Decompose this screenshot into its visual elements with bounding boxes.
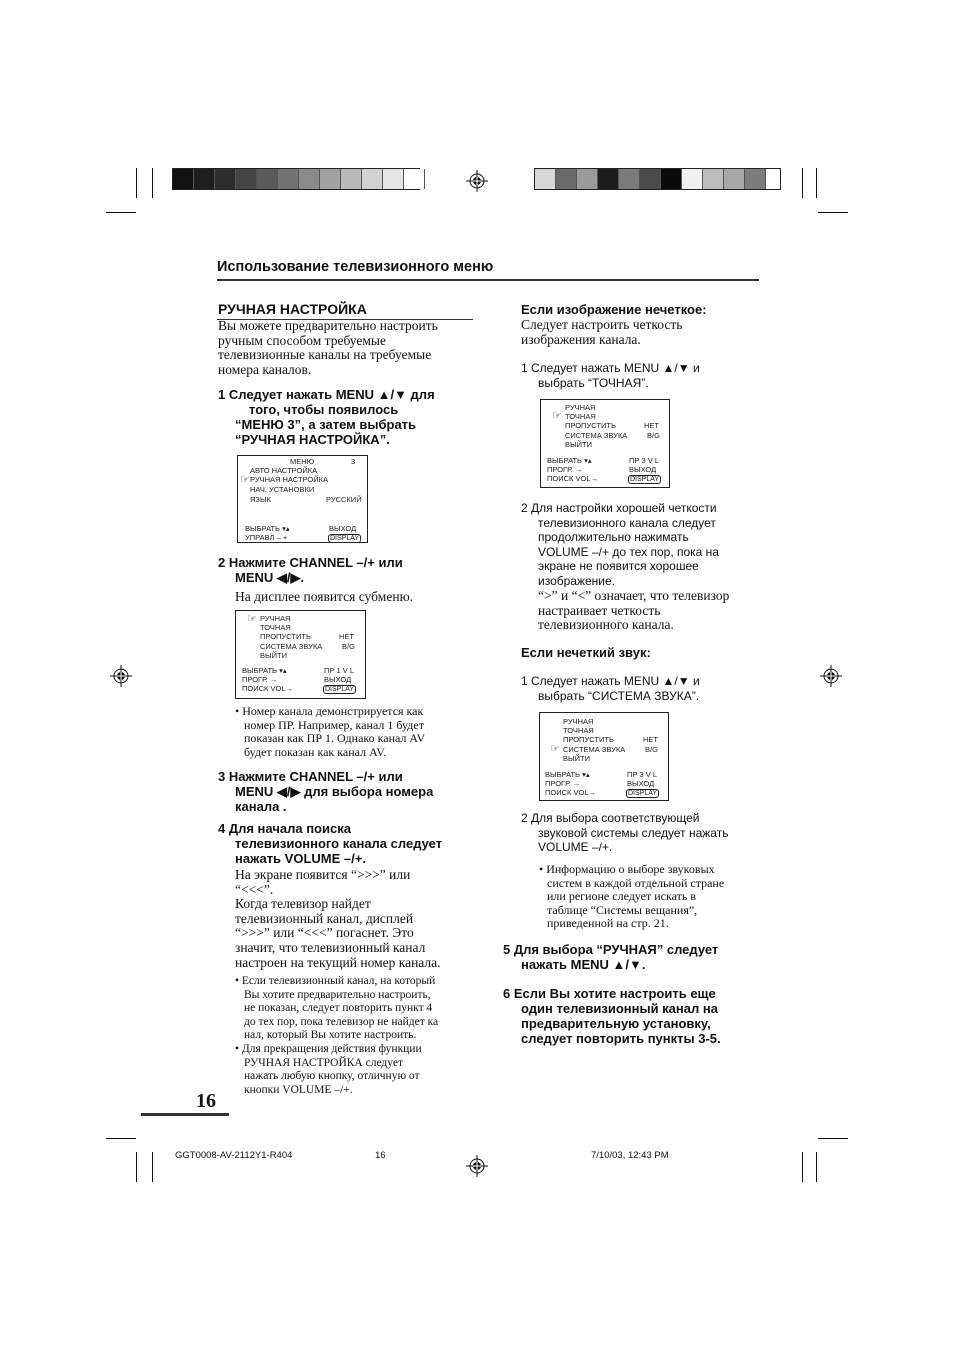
text-line: изображение.	[538, 573, 616, 588]
crop-mark	[152, 168, 153, 198]
text-line: 2 Для выбора соответствующей	[521, 811, 700, 825]
text-line: • Информацию о выборе звуковых	[539, 862, 715, 876]
subheading-sound: Если нечеткий звук:	[521, 645, 651, 660]
text-line: настроен на текущий номер канала.	[235, 954, 441, 970]
text-line: телевизионные каналы на требуемые	[218, 347, 432, 363]
submenu-screen	[235, 610, 366, 699]
crop-mark	[802, 168, 803, 198]
text-line: • Номер канала демонстрируется как	[235, 704, 424, 718]
menu-value: B/G	[342, 642, 355, 651]
text-line: 2 Нажмите CHANNEL –/+ или	[218, 555, 403, 570]
intro-text	[218, 319, 438, 377]
registration-mark-icon	[466, 1155, 488, 1177]
menu-item: ПРОПУСТИТЬ	[260, 632, 311, 641]
step-2-text: На дисплее появится субменю.	[235, 589, 414, 604]
menu-item: ВЫЙТИ	[563, 754, 591, 763]
subheading-picture: Если изображение нечеткое:	[521, 302, 707, 317]
text-line: экране не появится хорошее	[538, 559, 699, 574]
menu-hint: ПРОГР. →	[547, 465, 583, 474]
step-2	[218, 555, 403, 585]
text-line: значит, что телевизионный канал	[235, 939, 426, 955]
bullet-channel-number	[235, 705, 425, 759]
footer-page: 16	[375, 1150, 386, 1161]
menu-hint: ВЫБРАТЬ ▾▴	[242, 666, 287, 675]
color-swatch	[619, 169, 640, 189]
color-swatch	[236, 169, 257, 189]
menu-hint: ВЫХОД	[627, 779, 655, 788]
step-1	[218, 387, 435, 447]
color-swatch	[682, 169, 703, 189]
text-line: показан как ПР 1. Однако канал AV	[244, 731, 426, 746]
color-swatch	[320, 169, 341, 189]
text-line: до тех пор, пока телевизор не найдет ка	[244, 1015, 439, 1028]
text-line: 2 Для настройки хорошей четкости	[521, 501, 717, 515]
bullet-stop	[235, 1043, 422, 1097]
color-swatch	[703, 169, 724, 189]
text-line: MENU ◀/▶.	[235, 570, 305, 585]
text-line: приведенной на стр. 21.	[547, 916, 669, 931]
text-line: нажать MENU ▲/▼.	[521, 957, 646, 972]
registration-mark-icon	[466, 170, 488, 192]
menu-item: ЯЗЫК	[250, 495, 271, 504]
color-swatch	[341, 169, 362, 189]
menu-item: СИСТЕМА ЗВУКА	[563, 745, 626, 754]
color-swatch	[556, 169, 577, 189]
text-line: звуковой системы следует нажать	[538, 825, 729, 840]
text-line: не показан, следует повторить пункт 4	[244, 1002, 433, 1015]
text-line: таблице “Системы вещания”,	[547, 902, 698, 917]
text-line: ручным способом требуемые	[218, 332, 386, 348]
menu-item: АВТО НАСТРОЙКА	[250, 466, 318, 475]
footer-code: GGT0008-AV-2112Y1-R404	[175, 1150, 293, 1161]
right-step-2-note	[538, 589, 729, 633]
text-line: номер ПР. Например, канал 1 будет	[244, 717, 424, 732]
color-swatch	[745, 169, 766, 189]
text-line: “РУЧНАЯ НАСТРОЙКА”.	[235, 432, 390, 447]
text-line: продолжительно нажимать	[538, 530, 689, 545]
color-swatch	[278, 169, 299, 189]
text-line: VOLUME –/+ до тех пор, пока на	[538, 544, 719, 559]
step-6	[503, 986, 721, 1046]
text-line: “<<<”.	[235, 881, 274, 897]
text-line: выбрать “ТОЧНАЯ”.	[538, 375, 649, 390]
step-5	[503, 942, 718, 972]
menu-item: РУЧНАЯ	[563, 717, 594, 726]
crop-mark	[106, 1138, 136, 1139]
right-step-1	[521, 361, 700, 390]
text-line: Вы хотите предварительно настроить,	[244, 988, 431, 1001]
page-number-rule	[141, 1113, 229, 1116]
text-line: Вы можете предварительно настроить	[218, 318, 438, 333]
right-step-2b	[521, 811, 728, 855]
registration-mark-icon	[820, 665, 842, 687]
section-title: Использование телевизионного меню	[217, 259, 494, 275]
text-line: канала .	[235, 799, 287, 814]
menu-hint: ПРОГР. →	[242, 675, 278, 684]
text-line: кнопки VOLUME –/+.	[244, 1083, 353, 1096]
right-step-1b	[521, 674, 700, 703]
text-line: следует повторить пункты 3-5.	[521, 1031, 721, 1046]
text-line: нажать любую кнопку, отличную от	[244, 1070, 420, 1083]
header-rule	[217, 279, 759, 281]
display-button-label: DISPLAY	[330, 535, 360, 542]
text-line: настраивает четкость	[538, 602, 661, 618]
text-line: MENU ◀/▶ для выбора номера	[235, 784, 434, 799]
crop-mark	[106, 212, 136, 213]
text-line: 1 Следует нажать MENU ▲/▼ для	[218, 387, 435, 402]
menu-hint: ПР 3 V L	[629, 456, 659, 465]
color-bar-left	[173, 169, 425, 189]
right-step-2	[521, 501, 719, 589]
sound-system-screen	[539, 712, 669, 801]
pointing-hand-icon: ☞	[550, 743, 560, 755]
text-line: • Если телевизионный канал, на который	[235, 975, 436, 987]
text-line: телевизионного канала следует	[235, 836, 443, 851]
color-swatch	[194, 169, 215, 189]
text-line: выбрать “СИСТЕМА ЗВУКА”.	[538, 688, 700, 703]
menu-item: ВЫЙТИ	[260, 651, 288, 660]
text-line: телевизионный канал, дисплей	[235, 910, 414, 926]
menu-value: B/G	[647, 431, 660, 440]
bullet-not-found	[235, 975, 438, 1043]
text-line: 1 Следует нажать MENU ▲/▼ и	[521, 361, 700, 375]
menu-hint: ПОИСК VOL→	[242, 684, 293, 693]
color-swatch	[215, 169, 236, 189]
crop-mark	[818, 212, 848, 213]
step-4-text	[235, 868, 441, 970]
crop-mark	[136, 168, 137, 198]
text-line: 6 Если Вы хотите настроить еще	[503, 986, 716, 1001]
text-line: • Для прекращения действия функции	[235, 1043, 422, 1055]
menu-value: НЕТ	[339, 632, 354, 641]
menu-item: ПРОПУСТИТЬ	[565, 421, 616, 430]
text-line: того, чтобы появилось	[249, 402, 399, 417]
menu-item: РУЧНАЯ	[260, 614, 291, 623]
menu-item: НАЧ. УСТАНОВКИ	[250, 485, 315, 494]
menu-3-screen	[237, 455, 368, 543]
text-line: 1 Следует нажать MENU ▲/▼ и	[521, 674, 700, 688]
color-swatch	[598, 169, 619, 189]
text-line: нал, который Вы хотите настроить.	[244, 1029, 417, 1042]
color-swatch	[535, 169, 556, 189]
text-line: Когда телевизор найдет	[235, 896, 371, 912]
display-button-label: DISPLAY	[628, 790, 658, 797]
menu-value: РУССКИЙ	[326, 495, 362, 504]
menu-value: НЕТ	[644, 421, 659, 430]
text-line: телевизионного канала следует	[538, 515, 716, 530]
display-button-label: DISPLAY	[630, 476, 660, 483]
color-bar-right	[535, 169, 766, 189]
color-swatch	[257, 169, 278, 189]
text-line: На экране появится “>>>” или	[235, 867, 411, 882]
text-line: 4 Для начала поиска	[218, 821, 351, 836]
menu-item: СИСТЕМА ЗВУКА	[565, 431, 628, 440]
crop-mark	[136, 1152, 137, 1182]
menu-item: ТОЧНАЯ	[260, 623, 291, 632]
text-line: 3 Нажмите CHANNEL –/+ или	[218, 769, 403, 784]
crop-mark	[152, 1152, 153, 1182]
menu-hint: ВЫХОД	[329, 524, 357, 533]
pointing-hand-icon: ☞	[247, 613, 257, 625]
text-line: телевизионного канала.	[538, 617, 674, 633]
text-line: нажать VOLUME –/+.	[235, 851, 366, 866]
color-swatch	[362, 169, 383, 189]
menu-title: МЕНЮ	[290, 457, 315, 466]
menu-hint: ВЫХОД	[324, 675, 352, 684]
menu-item: РУЧНАЯ НАСТРОЙКА	[250, 475, 328, 484]
menu-hint: ПРОГР. →	[545, 779, 581, 788]
menu-hint: ПР 3 V L	[627, 770, 657, 779]
text-line: номера каналов.	[218, 361, 312, 377]
menu-value: НЕТ	[643, 735, 658, 744]
color-swatch	[661, 169, 682, 189]
fine-tune-screen	[540, 399, 670, 488]
registration-mark-icon	[110, 665, 132, 687]
crop-mark	[818, 1138, 848, 1139]
text-line: РУЧНАЯ НАСТРОЙКА следует	[244, 1056, 403, 1069]
text-line: VOLUME –/+.	[538, 840, 613, 855]
color-swatch	[299, 169, 320, 189]
step-4	[218, 821, 442, 866]
menu-hint: ПОИСК VOL→	[545, 788, 596, 797]
crop-mark	[816, 168, 817, 198]
text-line: Следует настроить четкость	[521, 317, 683, 332]
menu-item: ВЫЙТИ	[565, 440, 593, 449]
pointing-hand-icon: ☞	[552, 410, 562, 422]
text-line: “>” и “<” означает, что телевизор	[538, 588, 730, 603]
pointing-hand-icon: ☞	[240, 474, 250, 486]
color-swatch	[577, 169, 598, 189]
menu-number: 3	[351, 457, 356, 466]
page-number: 16	[196, 1090, 216, 1112]
menu-hint: ВЫБРАТЬ ▾▴	[245, 524, 290, 533]
menu-hint: ВЫБРАТЬ ▾▴	[547, 456, 592, 465]
text-line: 5 Для выбора “РУЧНАЯ” следует	[503, 942, 719, 957]
step-3	[218, 769, 433, 814]
bullet-sound-systems	[539, 863, 724, 931]
manual-tuning-title: РУЧНАЯ НАСТРОЙКА	[218, 301, 367, 317]
text-line: систем в каждой отдельной стране	[547, 875, 725, 890]
crop-mark	[802, 1152, 803, 1182]
color-swatch	[404, 169, 425, 189]
color-swatch	[724, 169, 745, 189]
menu-item: ТОЧНАЯ	[565, 412, 596, 421]
menu-item: РУЧНАЯ	[565, 403, 596, 412]
menu-hint: ПР 1 V L	[324, 666, 354, 675]
footer-datetime: 7/10/03, 12:43 PM	[591, 1150, 669, 1161]
menu-value: B/G	[645, 745, 658, 754]
crop-mark	[816, 1152, 817, 1182]
color-swatch	[383, 169, 404, 189]
menu-hint: УПРАВЛ – +	[245, 533, 288, 542]
menu-item: ПРОПУСТИТЬ	[563, 735, 614, 744]
text-line: будет показан как канал AV.	[244, 744, 387, 759]
text-line: “>>>” или “<<<” погаснет. Это	[235, 925, 414, 941]
text-line: предварительную установку,	[521, 1016, 711, 1031]
menu-hint: ПОИСК VOL→	[547, 474, 598, 483]
color-swatch	[640, 169, 661, 189]
menu-hint: ВЫХОД	[629, 465, 657, 474]
display-button-label: DISPLAY	[325, 686, 355, 693]
text-line: изображения канала.	[521, 331, 641, 347]
text-line: “МЕНЮ 3”, а затем выбрать	[235, 417, 417, 432]
menu-item: СИСТЕМА ЗВУКА	[260, 642, 323, 651]
text-line: один телевизионный канал на	[521, 1001, 718, 1016]
sub1-text	[521, 318, 682, 347]
text-line: или регионе следует искать в	[547, 889, 697, 904]
color-swatch	[173, 169, 194, 189]
menu-hint: ВЫБРАТЬ ▾▴	[545, 770, 590, 779]
menu-item: ТОЧНАЯ	[563, 726, 594, 735]
